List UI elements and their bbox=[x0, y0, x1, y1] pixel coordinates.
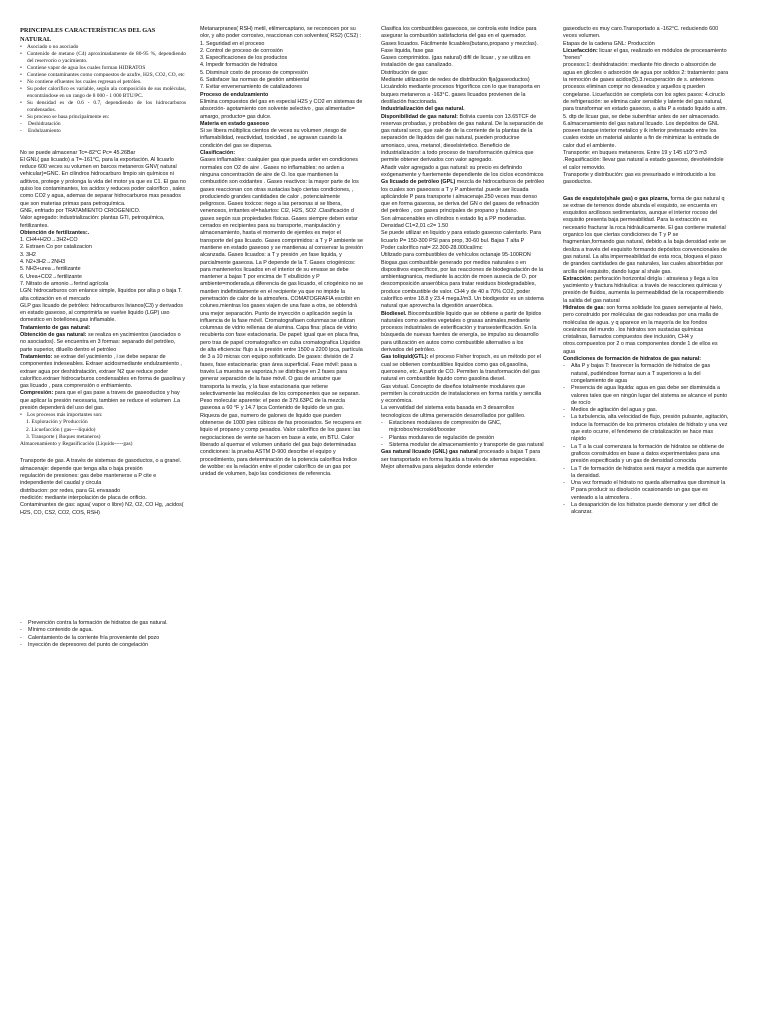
list-item: - La turbulencia, alta velocidad de flujo, presión pulsante, agitación, induce la formación de los primeros cristales de hidrato y una vez que esto ocurre, el fenómeno de cristalización se hace mas rápido bbox=[563, 414, 729, 443]
paragraph: LGN: hidrocarburos con enlance simple, líquidos por alta p o baja T. alta cotización en el mercado bbox=[20, 288, 183, 302]
paragraph: GNE, enfriado por TRATAMIENTO CRIOGENICO. bbox=[20, 207, 141, 214]
document-title: PRINCIPALES CARACTERÍSTICAS DEL GAS NATURAL bbox=[20, 27, 156, 43]
list-item: - Plantas modulares de regulación de presión bbox=[381, 435, 545, 442]
term: Gs licuado de petróleo (GPL) bbox=[381, 179, 456, 186]
term: Tratamiento: bbox=[20, 353, 53, 360]
paragraph: Etapas de la cadena GNL: Producción bbox=[563, 40, 655, 47]
section-heading: Condiciones de formación de hidratos de gas natural: bbox=[563, 356, 702, 363]
list-item: Almacenamiento y Regasificación (Líquido-----gas) bbox=[20, 441, 133, 448]
term-text: perforación horizontal dirigía : atraviesa y llega a los yacimiento y fractura hidráulica: a través de reacciones químicas y presión de fluidos, aumenta la permeabilidad de la rocapermitiendo la salida del gas natural bbox=[563, 275, 724, 304]
list-item: 1. Exploración y Producción bbox=[26, 419, 88, 426]
section-heading: Tratamiento de gas natural: bbox=[20, 324, 91, 331]
step: 1. CH4+H2O→3H2+CO bbox=[20, 237, 78, 244]
paragraph: Utilizado para combustibles de vehículos octanaje 95-100RON Biogas.gas combustible generado por medios naturales o en dispositivos específicos, por las reacciones de biodegradación de la ambientagnanica, mediante la acción de moen ausecia de O. por descomposición anaeróbica para tratar residuos biodegradables, produce combustible de valor. CH4 y de 40 a 70% CO2, poder calorífico entre 18.8 y 23.4 megaJ/m3. Un biodigestor es un sistema natural que aprovecha la digestión anaeróbica. bbox=[381, 252, 544, 310]
term: Gas toliquid(GTL): bbox=[381, 354, 429, 361]
paragraph bbox=[381, 311, 545, 355]
step: 4. N2+3H2→2NH3 bbox=[20, 259, 66, 266]
paragraph: Metanarpranes( RSH) metil, etilmercaptano, se reconocen por su olor, y alto poder corrosivo, reaccionan con solventes( RS2) (CS2) : bbox=[200, 26, 362, 40]
list-item: - Inyección de depresores del punto de congelación bbox=[20, 642, 220, 649]
paragraph bbox=[563, 196, 729, 276]
paragraph: Se puede utilizar en liquido y para estado gaseoso calentarlo. Para licuarlo P= 150-300 PSI para prop, 30-60 bul. Bajas T alta P bbox=[381, 230, 542, 244]
term: Hidratos de gas bbox=[563, 304, 604, 311]
step: 7. Evitar envenenamiento de catalizadores bbox=[200, 84, 302, 91]
step: 3. Especificaciones de los productos bbox=[200, 55, 288, 62]
list-item: - Presencia de agua liquida: agua en gas debe ser disminuida a valores tales que en ningún lugar del sistema se alcance el punto de rocío bbox=[563, 385, 729, 407]
paragraph: medición: mediante interpolación de placa de orificio. bbox=[20, 494, 147, 501]
section-heading: Clasificación: bbox=[200, 150, 236, 157]
process-list bbox=[20, 412, 186, 419]
list-item: - Deshidratación bbox=[20, 121, 186, 128]
characteristics-list bbox=[20, 44, 186, 121]
term: Obtención de gas natural: bbox=[20, 332, 87, 339]
column-2 bbox=[200, 26, 364, 478]
list-item: • Asociado o no asociado bbox=[20, 44, 186, 51]
paragraph: Si se libera múltiplica cientos de veces su volumen ,riesgo de inflamabilidad, reactividad, toxicidad , se agravan cuando la condición del gas se dispersa. bbox=[200, 128, 347, 149]
paragraph: procesos:1: deshidratación: mediante frio directo o absorción de agua en glicoles o adsorción de agua por solidos 2: tratamiento: para la remoción de gases acidos(5).3.recuperación de s. anteriores procesos eliminan compr no deseados y aquellos q pueden congelarse. Licuefacción se completa con los sgtes pasos: 4.ciruclo de refrigeración: se elimina calor sensible y latente del gas natural, para transformar en estado gaseoso, a alta P a estado liquido a atm. 5. dtp de licuar gas, se debe subenfriar antes de ser almacenado. 6.almacenamiento del gas natural licuado. Los depósitos de GNL poseen tanque interior metalico y ik inferior pretensado entre los cuales existe un material aislante a fin de minimizar la entrada de calor dud el ambiente. bbox=[563, 62, 729, 149]
list-item: - Estaciones modulares de compresión de GNC, mijcrobox/microskid/booster bbox=[381, 420, 545, 435]
step: 5. Disminuir costo de proceso de compresión bbox=[200, 69, 308, 76]
term-text: se realiza en yacimientos (asociados o no asociados). Se encuentra en 3 formas: separado del petróleo, parte superior, diluello dentro el petróleo bbox=[20, 332, 181, 353]
paragraph: GLP gas licuado de petróleo: hidrocarburos livianos(C3) y derivados en estado gaseoso, al comprimirla se vuelve liquido (LGP) uso domestico en botellones,gas inflamable. bbox=[20, 302, 183, 324]
paragraph: Gases licuados. Fácilmente licuables(butano,propano y mezclas). Fase liquida, fase gas bbox=[381, 40, 539, 54]
paragraph bbox=[563, 48, 729, 63]
conditions-list bbox=[563, 363, 729, 516]
step: 7. Nitrato de amonio→fertnd agrícola bbox=[20, 280, 109, 287]
term: Gas de esquisto(shale gas) o gas pizarra, bbox=[563, 195, 670, 202]
paragraph bbox=[381, 449, 545, 471]
paragraph bbox=[563, 276, 729, 305]
paragraph: Distribución de gas: bbox=[381, 69, 429, 76]
step: 6. Satisfacer las normas de gestión ambiental bbox=[200, 77, 310, 84]
step: 2. Control de proceso de corrosión bbox=[200, 47, 283, 54]
process-sublist bbox=[20, 121, 186, 136]
term-text: el proceso Fisher tropsch, es un método por el cual se obtienen combustibles líquidos como gas oil,gasolina, queroseno, etc. A partir de CO. Permiten la transformación del gas natural en combustible liquido como gasolina diesel. bbox=[381, 354, 541, 383]
step: 5. NH3+urea→fertilizante bbox=[20, 266, 81, 273]
paragraph: distribucion: por redes, para GL envasado bbox=[20, 487, 121, 494]
paragraph: Transporte y distribución: gas es presurisado e introducido a los gasoductos. bbox=[563, 171, 716, 186]
paragraph: Poder calorífico nat= 22.300-28.000cal/mc bbox=[381, 244, 483, 251]
paragraph: La venvatidad del sistema esta basada en 3 desarrollos tecnologicos de ultima generación desarrollados por gallileo. bbox=[381, 405, 526, 419]
list-item: • Los procesos más importantes son: bbox=[20, 412, 186, 419]
step: 4. Impedir formación de hidratos bbox=[200, 62, 278, 69]
term-text: forma de gas natural q se extrae de terrenos donde abunda el esquisto, se encuenta en esquisitos arcillosos sedimentarios, aunque el interior rocoso del esquisito presenta baja permeabilidad. Para la extracción es necesario fracturar la roca hidráulicamente. El gas contiene material organico los que ciertas condiciones de T y P se fragmentan,formando gas natural, debido a la baja densidad este se desliza a través del esquisito formando depósitos convencionales de gas natural. La alta impermeabilidad de esta roca, bloquea el paso de grandes cantidades de gas naturales, las cuales absorbidas por arcilla del esquisito, dando lugar al shale gas. bbox=[563, 195, 727, 275]
section-heading: Proceso de endulzamiento bbox=[200, 91, 269, 98]
term: Licuefacción: bbox=[563, 47, 598, 54]
paragraph: Son almacenables en cilindros n estado liq a PP moderadas. Densidad C1=2,01 c2= 1.50 bbox=[381, 215, 527, 230]
paragraph: almacenaje: depende que tenga alta o baja presión bbox=[20, 465, 143, 472]
list-item: • Su poder calorífico es variable, según ala composición de sus moléculas, encontrándose en un rango de 8 000 - 1 000 BTU/PC. bbox=[20, 86, 186, 100]
column-1 bbox=[20, 26, 186, 517]
paragraph: Elimina compuestos del gas en especial H2S y CO2 en sistemas de absorción- agotamiento con solvente selectivo , gas alimentado= amargo, producto= gas dulce. bbox=[200, 98, 363, 120]
column-3 bbox=[381, 26, 545, 471]
list-item: - Prevención contra la formación de hidratos de gas natural. bbox=[20, 620, 220, 627]
step: 2. Extraen Co por catalizacion bbox=[20, 244, 92, 251]
section-heading: Obtención de fertilizantes:. bbox=[20, 229, 90, 236]
paragraph: Clasifica los combustibles gaseosos, se controla este índice para asegurar la combustión satisfactoria del gas en el quemador. bbox=[381, 26, 537, 40]
list-item: • Su proceso se basa principalmente en: bbox=[20, 114, 186, 121]
term: Gas natural licuado (GNL) gas natural bbox=[381, 449, 478, 456]
term-text: para que el gas pase a traves de gaseoductos y hay que aplicar la presión necesaria, tambien se reduce el volumen .La presión dependerá del uso del gas. bbox=[20, 390, 181, 411]
list-item: - La T de formación de hidratos será mayor a medida que aumente la densidad. bbox=[563, 466, 729, 481]
paragraph: El GNL( gas licuado) a T=-161°C, para la exportación. Al licuarlo reduce 600 veces su volumen en barcos metaneros GNV( natural vehicular)=GNC. En cilindros hidrocarburo limpio sin químicos ni aditivos, protege y prolonga la vida del motor ya que es C1. El gas no quiso los contaminantes, los acidos y reduces poder calorífico , sales como CO2 y agua, ademas de separar hidrocarburos mas pesados que son materias primas para petroquímica. bbox=[20, 156, 186, 207]
paragraph: Añadir valor agregado a gas natural: su precio es definindo exógenamente y fuertemente dependiente de los ciclos económicos bbox=[381, 164, 544, 178]
paragraph: gaseoducto es muy caro.Transportado a -162°C. reduciendo 600 veces volumen. bbox=[563, 26, 719, 40]
paragraph: No se puede almacenar Tc=-82°C Pc= 45.26Bar bbox=[20, 149, 136, 156]
term-text: : son forma solidade los gases semejante al hielo, pero construido por moléculas de gas rodeadas por una malla de moléculas de agua. y q aparece en la mayoría de los fondos oceánicos del mundo . los hidratos son sustacias químicas cristalinas, llamados compuestos dee inclusión, CH4 y otros.compuestos por 2 o mas componentes donde 1 de ellos es agua bbox=[563, 304, 723, 355]
prevention-list bbox=[20, 620, 220, 649]
list-item: 3. Transporte ( Buques metaneros) bbox=[26, 433, 101, 440]
list-item: - Medios de agitación del agua y gas. bbox=[563, 407, 729, 414]
paragraph bbox=[563, 305, 729, 356]
term: Disponibilidad de gas natural: bbox=[381, 113, 458, 120]
term-text: procesado a bajas T para ser transportado en forma liquida a través de sitemas especiales. Mejor alternativa para alejados donde extender bbox=[381, 449, 541, 470]
list-item: • Contenido de metano (C4) aproximadamente de 80-95 %, dependiendo del reservorio o yacimiento. bbox=[20, 51, 186, 65]
list-item: • Contiene contaminantes como compuestos de azufre, H2S, CO2, CO, etc bbox=[20, 72, 186, 79]
term-text: Bolivia cuenta con 13.65TCF de reservas probadas, y probables de gas natural. De la separación de gas natural seco, que sale de de la corriente de la plantas de la separación de líquidos del gas natural, pueden producirse amoniaco, urea, metanol, dieselsintetico. Beneficio de industrialización: a todo proceso de transformación química que permite obtener derivados con valor agregado. bbox=[381, 113, 544, 164]
section-heading: Industrialización del gas natural. bbox=[381, 106, 465, 113]
section-heading: Materia en estado gaseoso bbox=[200, 120, 269, 127]
list-item: • Su densidad es de 0.6 - 0.7, dependiendo de los hidrocarburos condensados. bbox=[20, 100, 186, 114]
list-item: - Una vez formado el hidrato no queda alternativa que disminuir la P para producir su disolución ocasionando un gas que es venteado a la atmosfera . bbox=[563, 480, 729, 502]
list-item: 2. Licuefacción ( gas----líquido) bbox=[26, 426, 96, 433]
numbered-list bbox=[20, 419, 186, 448]
list-item: - Alta P y bajas T: favorecer la formación de hidratos de gas natural, pudiéndose formar aun a T superiores a la del congelamiento de agua bbox=[563, 363, 729, 385]
list-item: • Contiene vapor de agua los cuales forman HIDRATOS bbox=[20, 65, 186, 72]
term: Extracción: bbox=[563, 275, 593, 282]
paragraph: Transporte: en buques metaneros. Entre 19 y 145 x10^3 m3 .Regasificación: llevar gas natural a estado gaseoso, devolviéndole el calor removido. bbox=[563, 150, 724, 171]
step: 3. 3H2 bbox=[20, 251, 36, 258]
paragraph: Gases inflamables: cualquier gas que pueda arder en condiciones normales con O2 de aire . Gases no inflamables: no arden a ninguna concentración de aire de O. los que mantienen la combustión son oxidantes . Gases reactivos: la mayor parte de los gases reaccionan con otras sustacias bajo ciertas condiciones, , produciendo grandes cantidades de calor , potencialmente peligrosos. Gases toxicos: riego a las personas si se libera, venenosos, irritantes el=halurtos: Cl2, H2S, SO2 .Clasificación d gases según sus propiedades físicas. Gases siempre deben estar cerrados en recipientes para su transporte, manipulación y almacenamiento, hasta el momento de ejemles es mejor el transporte del gas licuado. Gases comprimidos: a T y P ambiente se mantiene en estado gaseoso y se mantienau al conservar la presión alcanzada. Gases licuados: a T y presión ,en fase liquida, y parcialmente gaseosa. La P depende de la T. Gases criogénicos: para mantenerlos licuados en el interior de su envase se debe mantener a bajas T por encima de T ebullición y P ambiente=moderada,a diferencia de gas licuado, el criogénico no se mantien indefinidamente en el recipiente ya que no impide la penetración de calor de la atmosfera. COMATOGRAFIA escribir en colunes.mientras los gases viajen de una fase a otra, se obtendrá una mejor separación. Punto de inyección o aplicación según la influencia de la fase móvil. Cromatografiaen colunmas:se utilizan columnas de vidrio rellenas de alumina. Capa fina: placa de vidrio recubierta con fase estacionaria. De papel: igual que en placa fina, pero tras de papel cromatografico en cuba cromatografica Líquidos de alta eficiencia: flujo a la presión entre 1500 a 2200 lpca, partícula de 3 a 10 micras con equipo sofisticado. De gases: división de 2 fases, fase estacionaria: gran área superficial. Fase móvil: pasa a través La muestra se vaporiza,h se distribuye en 2 fases para generar separación de la fase móvil. O gas de arrastre que transporta la mezla, y la fase estacionaria que retiene selectivamente las moléculas de los componentes que se separan. Peso molecular aparente: el peso de 379.63PC de la mezcla gaseosa a 60 °F y 14.7 lpca Contenido de liquido de un gas. Riqueza de gas, numero de galones de liquido que pueden obtenerse de 1000 pies cúbicos de fas procesados. Se recupera en liquio el propano y comp pesados. Valor calorífico de los gases: las negociaciones de vente se hacen en base a este, en BTU. Calor liberado al quemar el volumen unitario del gas bajo determinadas condiciones: la prueba ASTM D-900 describe el equipo y procedimiento, para determinación de la potencia calorífica Indice de wobbe: es la relación entre el poder calorífico de un gas por unidad de volumen, bajo las condiciones de referencia. bbox=[200, 157, 364, 478]
step: 6. Urea+CO2→fertilizante bbox=[20, 273, 82, 280]
list-item: - La desaparición de los hidratos puede demorar y ser dificil de alcanzar. bbox=[563, 502, 729, 517]
paragraph: Valor agregado: industrialización: plantas GTI, petroquímica, fertilizantes. bbox=[20, 215, 165, 229]
paragraph bbox=[20, 354, 186, 390]
modular-list bbox=[381, 420, 545, 449]
paragraph: Gases comprimidos. (gas natural) difil de licuar , y se utiliza en instalación de gas canalizado. bbox=[381, 55, 531, 69]
list-item: - Calentamiento de la corriente fría proveniente del pozo bbox=[20, 635, 220, 642]
term: Biodiesel. bbox=[381, 310, 407, 317]
term-text: se extrae del yacimiento , i se debe separar de componentes indeseables. Extraer acidosmediante endulzamiento , extraer agua por deshidratación, extraer N2 que reduce poder calorífico.extraer hidrocarburos condensables en forma de gasolina y gas licuado , para comprensión o enfriamiento. bbox=[20, 353, 186, 390]
list-item: • No contiene efluentes los cuales regresan el petróleo. bbox=[20, 79, 186, 86]
list-item: - La T a la cual comenzara la formación de hidratos se obtiene de graficos construidos en base a datos experimentales para una presión especificada y un gas de densidad conocida bbox=[563, 444, 729, 466]
term-text: mezcla de hidrocarburos de petróleo los cuales son gaseosos a T y P ambiental ,puede ser licuada aplicándole P para transporte i almacenaje.250 veces mas denso que en forma gaseosa, se deriva del GN o del gases de refinación del petróleo , con gases principales de propano y butano. bbox=[381, 179, 545, 215]
paragraph bbox=[381, 354, 545, 383]
paragraph: Transporte de gas. A través de sistemas de gasoductos, o a granel. bbox=[20, 458, 182, 465]
paragraph bbox=[20, 332, 186, 354]
term: Compresión: bbox=[20, 390, 54, 397]
paragraph bbox=[381, 114, 545, 165]
paragraph: Contaminantes de gas: agua( vapor o libre) N2, O2, CO Hg, ,acidos( H2S, CO, CS2, CO2, COS, RSH) bbox=[20, 502, 184, 516]
paragraph: Gas vistual. Concepto de diseños totalmente modulares que permiten la construcción de instalaciones en forma rarida y sencilla y económica. bbox=[381, 383, 542, 405]
term-text: licuar el gas, realizado en módulos de procesamiento "trenes" bbox=[563, 47, 727, 62]
step: 1. Seguridad en el proceso bbox=[200, 40, 265, 47]
list-item: - Sistema modular de almacenamiento y transporte de gas natural bbox=[381, 442, 545, 449]
column-4 bbox=[563, 26, 729, 517]
paragraph bbox=[20, 390, 186, 412]
term-text: Biocombustible liquido que se obtiene a partir de lípidos naturales como aceites vegetales o grasas animales,mediante procesos industriales de esterificación y transesterificación. En la búsqueda de nuevas fuentes de energía, se impulso su desarrollo para utilización en autos como combustible alternativo a los derivados del petróleo. bbox=[381, 310, 542, 354]
paragraph bbox=[381, 179, 545, 215]
paragraph: regulación de presiones: gas debe mantenerse a P cite e independiente del caudal y circula bbox=[20, 473, 157, 487]
paragraph: Mediante utilización de redes de distribución fija(gaseoductos) Licuándolo mediante procesos frigoríficos con lo que transporta en buques metaneros a -163°C. gases licuados provienen de la destilación fraccionada. bbox=[381, 77, 541, 105]
list-item: - Mínimo contenido de agua. bbox=[20, 627, 220, 634]
list-item: - Endulzamiento bbox=[20, 128, 186, 135]
